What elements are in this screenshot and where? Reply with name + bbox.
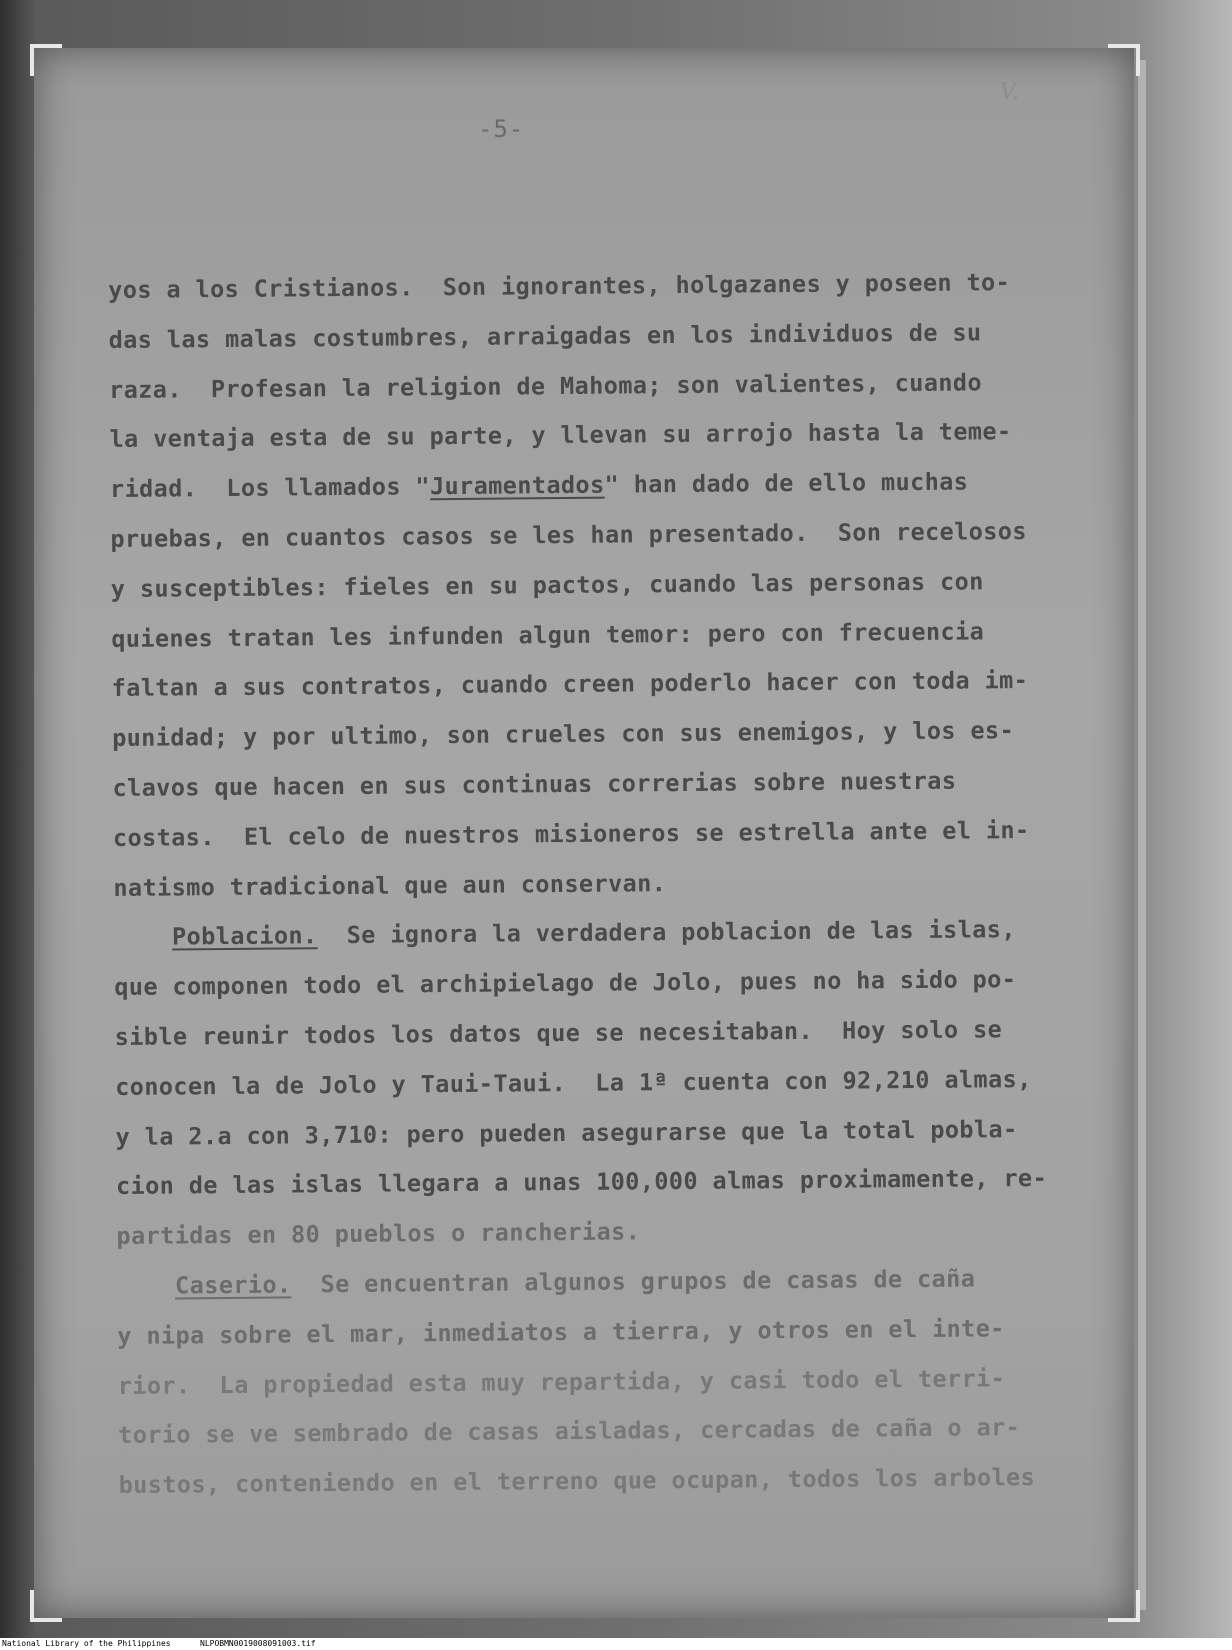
- text-line: y nipa sobre el mar, inmediatos a tierra, y otros en el inte-: [117, 1313, 1005, 1350]
- text-line: torio se ve sembrado de casas aisladas, cercadas de caña o ar-: [118, 1413, 1021, 1450]
- text-line: das las malas costumbres, arraigadas en los individuos de su: [108, 318, 982, 354]
- crop-mark-top-left: [30, 44, 62, 76]
- page-number: -5-: [478, 115, 525, 143]
- text-line: clavos que hacen en sus continuas correrias sobre nuestras: [112, 766, 957, 802]
- text-line: bustos, conteniendo en el terreno que ocupan, todos los arboles: [118, 1463, 1036, 1500]
- text-line: punidad; y por ultimo, son crueles con sus enemigos, y los es-: [111, 716, 1015, 753]
- text-line: y susceptibles: fieles en su pactos, cuando las personas con: [110, 567, 984, 603]
- typewritten-body-text: [108, 258, 1079, 1511]
- text-line: conocen la de Jolo y Taui-Taui. La 1ª cuenta con 92,210 almas,: [115, 1064, 1032, 1101]
- crop-mark-bottom-right: [1108, 1590, 1140, 1622]
- text-line: y la 2.a con 3,710: pero pueden asegurarse que la total pobla-: [115, 1114, 1018, 1151]
- crop-mark-top-right: [1108, 44, 1140, 76]
- text-line: pruebas, en cuantos casos se les han presentado. Son recelosos: [110, 516, 1028, 553]
- text-line: la ventaja esta de su parte, y llevan su arrojo hasta la teme-: [109, 417, 1012, 454]
- text-line: costas. El celo de nuestros misioneros se estrella ante el in-: [112, 815, 1030, 852]
- text-line: quienes tratan les infunden algun temor: pero con frecuencia: [111, 616, 985, 653]
- text-line: Poblacion. Se ignora la verdadera poblacion de las islas,: [171, 915, 1016, 951]
- crop-mark-bottom-left: [30, 1590, 62, 1622]
- underlined-term: Poblacion.: [171, 921, 318, 951]
- handwritten-page-mark: V.: [1000, 80, 1020, 105]
- page-edge: [1138, 60, 1146, 1610]
- text-line: natismo tradicional que aun conservan.: [113, 868, 667, 902]
- scan-footer: [0, 1638, 1232, 1650]
- text-line: faltan a sus contratos, cuando creen poderlo hacer con toda im-: [111, 666, 1029, 703]
- text-line: rior. La propiedad esta muy repartida, y casi todo el terri-: [117, 1363, 1006, 1400]
- text-line: Caserio. Se encuentran algunos grupos de casas de caña: [174, 1264, 976, 1300]
- footer-institution: National Library of the Philippines: [2, 1639, 171, 1648]
- text-line: raza. Profesan la religion de Mahoma; son valientes, cuando: [108, 367, 983, 404]
- underlined-term: Caserio.: [174, 1270, 292, 1300]
- underlined-term: Juramentados: [429, 470, 605, 501]
- text-line: que componen todo el archipielago de Jolo, pues no ha sido po-: [114, 965, 1017, 1002]
- text-line: cion de las islas llegara a unas 100,000 almas proximamente, re-: [115, 1164, 1048, 1201]
- text-line: yos a los Cristianos. Son ignorantes, holgazanes y poseen to-: [108, 268, 1011, 304]
- footer-filename: NLPOBMN0019008091003.tif: [200, 1639, 316, 1648]
- text-line: ridad. Los llamados "Juramentados" han dado de ello muchas: [109, 467, 969, 504]
- text-line: partidas en 80 pueblos o rancherias.: [116, 1217, 641, 1251]
- text-line: sible reunir todos los datos que se necesitaban. Hoy solo se: [114, 1015, 1003, 1051]
